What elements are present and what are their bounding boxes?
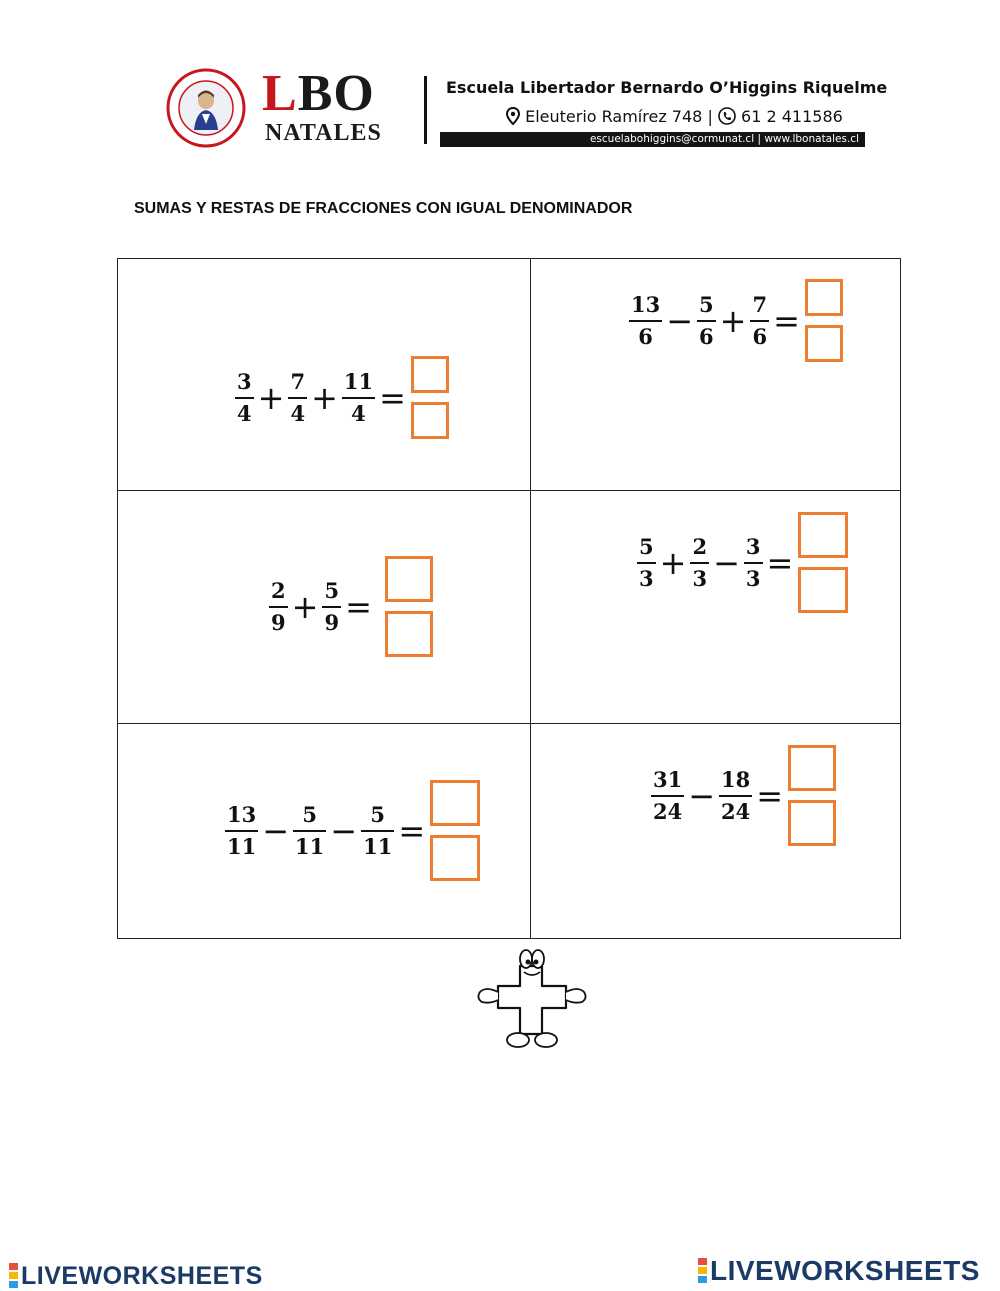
operator: − — [666, 301, 694, 340]
equals-sign: = — [345, 587, 372, 626]
operator: + — [257, 378, 285, 417]
address-separator: | — [707, 107, 713, 126]
equals-sign: = — [756, 776, 784, 815]
liveworksheets-brand-right — [698, 1254, 980, 1286]
contact-bar — [440, 132, 865, 147]
location-pin-icon — [506, 107, 520, 125]
school-name: Escuela Libertador Bernardo O’Higgins Riquelme — [446, 78, 888, 97]
exercise-2 — [628, 279, 843, 362]
address-line — [506, 107, 843, 127]
answer-numerator-input[interactable] — [430, 780, 480, 826]
answer-numerator-input[interactable] — [805, 279, 843, 316]
grid-divider-row1 — [117, 490, 901, 491]
fraction: $\frac{5}{9}$ — [324, 577, 340, 635]
fraction: $\frac{31}{24}$ — [653, 766, 683, 824]
answer-numerator-input[interactable] — [798, 512, 848, 558]
contact-text: escuelabohiggins@cormunat.cl | www.lbonatales.cl — [589, 133, 859, 145]
operator: + — [719, 301, 747, 340]
exercise-6 — [650, 745, 836, 846]
equals-sign: = — [773, 301, 800, 340]
fraction: $\frac{5}{6}$ — [699, 291, 714, 349]
equals-sign: = — [766, 543, 794, 582]
answer-denominator-input[interactable] — [805, 325, 843, 362]
liveworksheets-logo-icon — [698, 1257, 707, 1284]
fraction: $\frac{13}{6}$ — [631, 291, 661, 349]
exercise-4 — [636, 512, 848, 613]
phone-text: 61 2 411586 — [741, 107, 843, 126]
operator: − — [330, 811, 358, 850]
logo-letter-l: L — [262, 65, 298, 122]
answer-denominator-input[interactable] — [788, 800, 836, 846]
operator: + — [311, 378, 338, 417]
operator: − — [262, 811, 290, 850]
fraction: $\frac{3}{4}$ — [237, 368, 252, 426]
fraction: $\frac{2}{9}$ — [271, 577, 286, 635]
exercise-3 — [268, 556, 433, 657]
brand-text: LIVEWORKSHEETS — [21, 1261, 263, 1290]
fraction: $\frac{5}{3}$ — [639, 533, 654, 591]
operator: − — [713, 543, 740, 582]
answer-denominator-input[interactable] — [798, 567, 848, 613]
brand-text: LIVEWORKSHEETS — [710, 1254, 980, 1286]
fraction: $\frac{3}{3}$ — [745, 533, 761, 591]
lbo-logo-subtitle: NATALES — [265, 120, 382, 146]
lbo-logo — [262, 65, 375, 122]
exercise-1 — [234, 356, 449, 439]
school-seal-logo — [166, 68, 246, 148]
operator: + — [659, 543, 687, 582]
fraction: $\frac{2}{3}$ — [692, 533, 708, 591]
answer-numerator-input[interactable] — [788, 745, 836, 791]
fraction: $\frac{7}{6}$ — [752, 291, 768, 349]
grid-divider-vertical — [530, 258, 531, 939]
answer-numerator-input[interactable] — [385, 556, 433, 602]
phone-icon — [718, 107, 736, 125]
liveworksheets-logo-icon — [9, 1262, 18, 1289]
grid-divider-row2 — [117, 723, 901, 724]
fraction: $\frac{7}{4}$ — [290, 368, 306, 426]
operator: − — [688, 776, 716, 815]
equals-sign: = — [398, 811, 426, 850]
fraction: $\frac{13}{11}$ — [227, 801, 257, 859]
fraction: $\frac{5}{11}$ — [295, 801, 325, 859]
answer-denominator-input[interactable] — [430, 835, 480, 881]
exercise-5 — [224, 780, 480, 881]
answer-denominator-input[interactable] — [411, 402, 449, 439]
plus-mascot-image — [472, 948, 594, 1052]
fraction: $\frac{18}{24}$ — [721, 766, 751, 824]
worksheet-title: SUMAS Y RESTAS DE FRACCIONES CON IGUAL DENOMINADOR — [134, 200, 633, 217]
answer-numerator-input[interactable] — [411, 356, 449, 393]
equals-sign: = — [379, 378, 406, 417]
fraction: $\frac{11}{4}$ — [343, 368, 374, 426]
fraction: $\frac{5}{11}$ — [363, 801, 393, 859]
header-divider — [424, 76, 427, 144]
address-text: Eleuterio Ramírez 748 — [525, 107, 703, 126]
logo-letters-bo: BO — [297, 65, 375, 122]
answer-denominator-input[interactable] — [385, 611, 433, 657]
operator: + — [291, 587, 319, 626]
liveworksheets-brand-left — [9, 1262, 263, 1289]
